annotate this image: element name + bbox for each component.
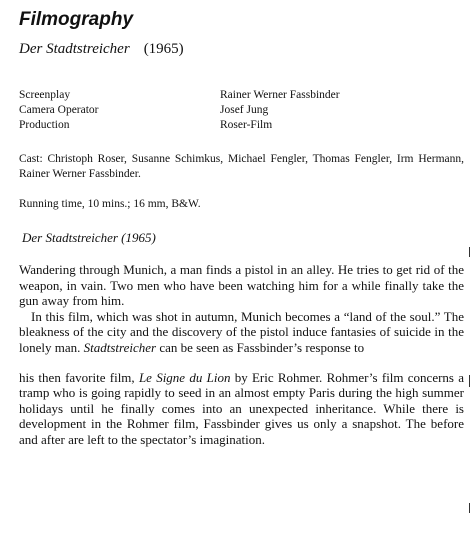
credit-role: Screenplay — [19, 89, 71, 101]
review-paragraph-2-text: In this film, which was shot in autumn, Munich becomes a “land of the soul.” The bleakness of the city and the discovery of the pistol induce fantasies of suicide in the lonely man. — [19, 308, 464, 355]
film-title: Der Stadtstreicher — [19, 41, 130, 57]
credit-row — [19, 118, 439, 133]
scan-mark — [469, 503, 470, 513]
cast-list: Cast: Christoph Roser, Susanne Schimkus, Michael Fengler, Thomas Fengler, Irm Hermann, Rainer Werner Fassbinder. — [19, 153, 464, 180]
review-body — [19, 262, 464, 448]
review-paragraph-1: Wandering through Munich, a man finds a pistol in an alley. He tries to get rid of the weapon, in vain. Two men who have been watching him for a while finally take the gun away from him. — [19, 262, 464, 309]
review-paragraph-3-rest: by Eric Rohmer. Rohmer’s film concerns a tramp who is going rapidly to seed in an almost empty Paris during the high summer holidays until he finally comes into an unexpected inheritance. While there is development in the Rohmer film, Fassbinder gives us only a snapshot. The before and after are left to the spectator’s imagination. — [19, 369, 465, 447]
credits-list — [19, 88, 439, 133]
credit-role: Camera Operator — [19, 104, 99, 116]
credit-name: Roser-Film — [220, 119, 273, 131]
credit-name: Josef Jung — [220, 104, 269, 116]
review-paragraph-2 — [19, 309, 464, 356]
scan-mark — [469, 375, 470, 387]
film-reference: Le Signe du Lion — [138, 369, 231, 385]
review-heading: Der Stadtstreicher (1965) — [22, 230, 156, 245]
review-paragraph-3 — [19, 370, 464, 448]
page-title: Filmography — [19, 9, 134, 30]
film-title-line — [19, 41, 184, 58]
credit-role: Production — [19, 119, 70, 131]
review-paragraph-3-start: his then favorite film, — [19, 369, 135, 385]
film-reference: Stadtstreicher — [83, 339, 157, 355]
credit-name: Rainer Werner Fassbinder — [220, 89, 340, 101]
scan-mark — [469, 247, 470, 257]
credit-row — [19, 88, 439, 103]
credit-row — [19, 103, 439, 118]
running-time: Running time, 10 mins.; 16 mm, B&W. — [19, 198, 201, 210]
review-paragraph-2-end: can be seen as Fassbinder’s response to — [159, 339, 365, 355]
film-year: (1965) — [143, 41, 184, 57]
